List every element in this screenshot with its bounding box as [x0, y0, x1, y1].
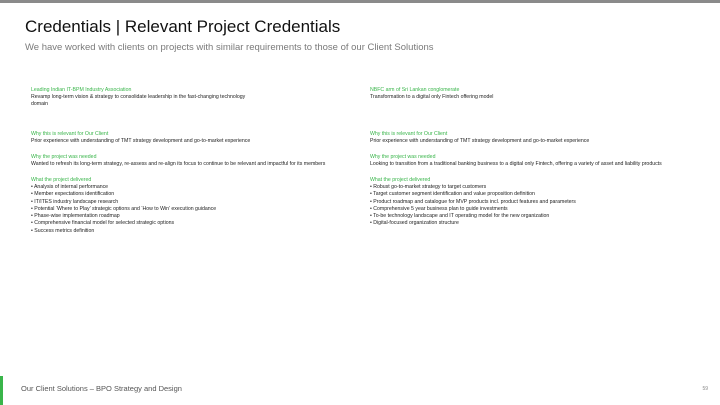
need-label: Why the project was needed — [370, 154, 436, 160]
list-item: • Success metrics definition — [31, 227, 95, 234]
list-item: • Product roadmap and catalogue for MVP products incl. product features and parameters — [370, 198, 576, 205]
list-item: • IT/ITES industry landscape research — [31, 198, 119, 205]
need-text: Looking to transition from a traditional banking business to a digital only Fintech, offering a variety of asset and liability products — [370, 161, 662, 167]
need-label: Why the project was needed — [31, 154, 97, 160]
credential-right — [370, 87, 700, 228]
list-item: • Phase-wise implementation roadmap — [31, 213, 120, 220]
relevance-label: Why this is relevant for Our Client — [370, 131, 448, 137]
footer-accent-bar — [0, 376, 3, 405]
client-text: Revamp long-term vision & strategy to consolidate leadership in the fast-changing technology domain — [31, 94, 246, 107]
footer-text: Our Client Solutions – BPO Strategy and Design — [21, 384, 182, 393]
list-item: • Analysis of internal performance — [31, 184, 109, 190]
relevance-text: Prior experience with understanding of TMT strategy development and go-to-market experience — [370, 138, 590, 144]
list-item: • Comprehensive 5 year business plan to guide investments — [370, 205, 508, 212]
client-label: Leading Indian IT-BPM Industry Association — [31, 87, 132, 93]
page-number: 59 — [702, 386, 708, 392]
list-item: • Robust go-to-market strategy to target customers — [370, 184, 487, 190]
delivered-list — [370, 184, 700, 228]
page-subtitle: We have worked with clients on projects with similar requirements to those of our Client Solutions — [25, 42, 434, 53]
list-item: • Potential ‘Where to Play’ strategic options and ‘How to Win’ execution guidance — [31, 205, 217, 212]
client-label: NBFC arm of Sri Lankan conglomerate — [370, 87, 460, 93]
relevance-label: Why this is relevant for Our Client — [31, 131, 109, 137]
list-item: • Target customer segment identification and value proposition definition — [370, 191, 535, 198]
top-rule — [0, 0, 720, 3]
need-text: Wanted to refresh its long-term strategy, re-assess and re-align its focus to continue to be relevant and impactful for its members — [31, 161, 326, 167]
credential-left — [31, 87, 361, 235]
page-title: Credentials | Relevant Project Credentials — [25, 17, 341, 36]
list-item: • Comprehensive financial model for selected strategic options — [31, 220, 175, 227]
delivered-label: What the project delivered — [31, 177, 92, 183]
delivered-list — [31, 184, 361, 235]
client-text: Transformation to a digital only Fintech offering model — [370, 94, 494, 100]
list-item: • Member expectations identification — [31, 191, 115, 198]
delivered-label: What the project delivered — [370, 177, 431, 183]
list-item: • Digital-focused organization structure — [370, 220, 459, 227]
relevance-text: Prior experience with understanding of TMT strategy development and go-to-market experience — [31, 138, 251, 144]
list-item: • To-be technology landscape and IT operating model for the new organization — [370, 213, 550, 220]
